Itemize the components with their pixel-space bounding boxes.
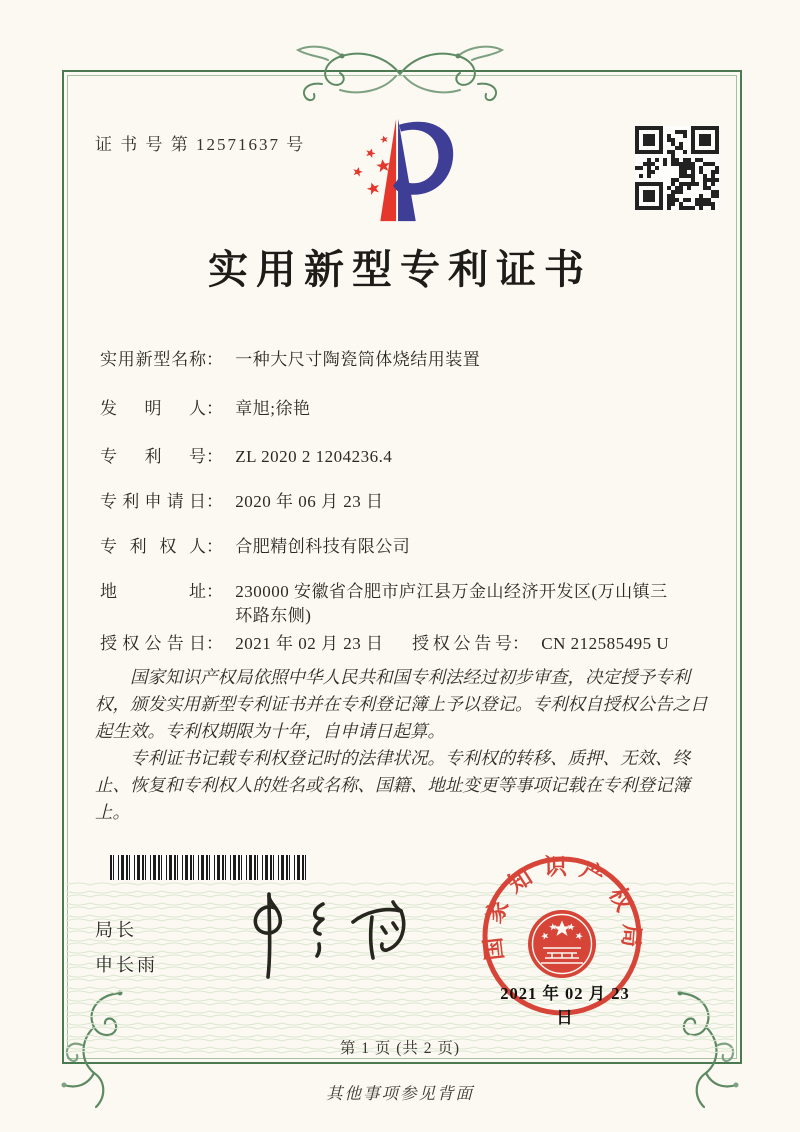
field-row-patentee: 专 利 权 人： 合肥精创科技有限公司 (100, 535, 716, 559)
field-row-invention-name: 实用新型名称： 一种大尺寸陶瓷筒体烧结用装置 (100, 348, 716, 372)
back-side-note: 其他事项参见背面 (326, 1084, 474, 1103)
seal-date: 2021 年 02 月 23 日 (500, 984, 630, 1027)
official-role: 局长 (95, 920, 137, 940)
field-value-inventor: 章旭;徐艳 (235, 399, 311, 418)
field-pair-grant-number: 授权公告号： CN 212585495 U (412, 632, 669, 656)
legal-text-block (95, 664, 717, 826)
field-row-filing-date: 专利申请日： 2020 年 06 月 23 日 (100, 490, 716, 514)
field-label: 专 利 号 (100, 447, 206, 466)
certificate-title: 实用新型专利证书 (208, 247, 592, 292)
field-label: 发 明 人 (100, 399, 206, 418)
certificate-number: 证 书 号 第 12571637 号 (95, 135, 306, 154)
field-row-grant: 授权公告日： 2021 年 02 月 23 日 授权公告号： CN 212585495 U (100, 632, 716, 656)
top-flourish-ornament (288, 38, 512, 108)
page-number: 第 1 页 (共 2 页) (339, 1040, 461, 1057)
legal-paragraph-1: 国家知识产权局依照中华人民共和国专利法经过初步审查，决定授予专利权，颁发实用新型专利证书并在专利登记簿上予以登记。专利权自授权公告之日起生效。专利权期限为十年，自申请日起算。 (95, 667, 708, 741)
seal-text: 国家知识产权局 (479, 854, 645, 962)
director-signature (235, 880, 420, 985)
field-label: 实用新型名称 (100, 350, 206, 369)
field-value-filing-date: 2020 年 06 月 23 日 (235, 492, 384, 511)
field-label: 授权公告号 (412, 634, 512, 653)
cnipa-logo (336, 110, 464, 228)
field-value-address: 230000 安徽省合肥市庐江县万金山经济开发区(万山镇三环路东侧) (235, 582, 668, 625)
logo-stars (352, 135, 391, 196)
field-label: 授权公告日 (100, 634, 206, 653)
qr-code (633, 126, 721, 210)
legal-paragraph-2: 专利证书记载专利权登记时的法律状况。专利权的转移、质押、无效、终止、恢复和专利权人的姓名或名称、国籍、地址变更等事项记载在专利登记簿上。 (95, 748, 690, 822)
field-value-grant-date: 2021 年 02 月 23 日 (235, 634, 384, 653)
field-label: 专利申请日 (100, 492, 206, 511)
field-value-invention-name: 一种大尺寸陶瓷筒体烧结用装置 (235, 350, 481, 369)
field-value-patentee: 合肥精创科技有限公司 (235, 537, 411, 556)
official-name: 申长雨 (95, 955, 158, 975)
field-label: 地 址 (100, 582, 206, 601)
barcode (110, 855, 310, 880)
national-emblem (528, 910, 596, 978)
field-value-grant-number: CN 212585495 U (541, 634, 670, 653)
field-value-patent-number: ZL 2020 2 1204236.4 (235, 447, 393, 466)
field-row-inventor: 发 明 人： 章旭;徐艳 (100, 397, 716, 421)
field-row-patent-number: 专 利 号： ZL 2020 2 1204236.4 (100, 445, 716, 469)
field-row-address: 地 址： 230000 安徽省合肥市庐江县万金山经济开发区(万山镇三环路东侧) (100, 580, 716, 628)
field-label: 专 利 权 人 (100, 537, 206, 556)
